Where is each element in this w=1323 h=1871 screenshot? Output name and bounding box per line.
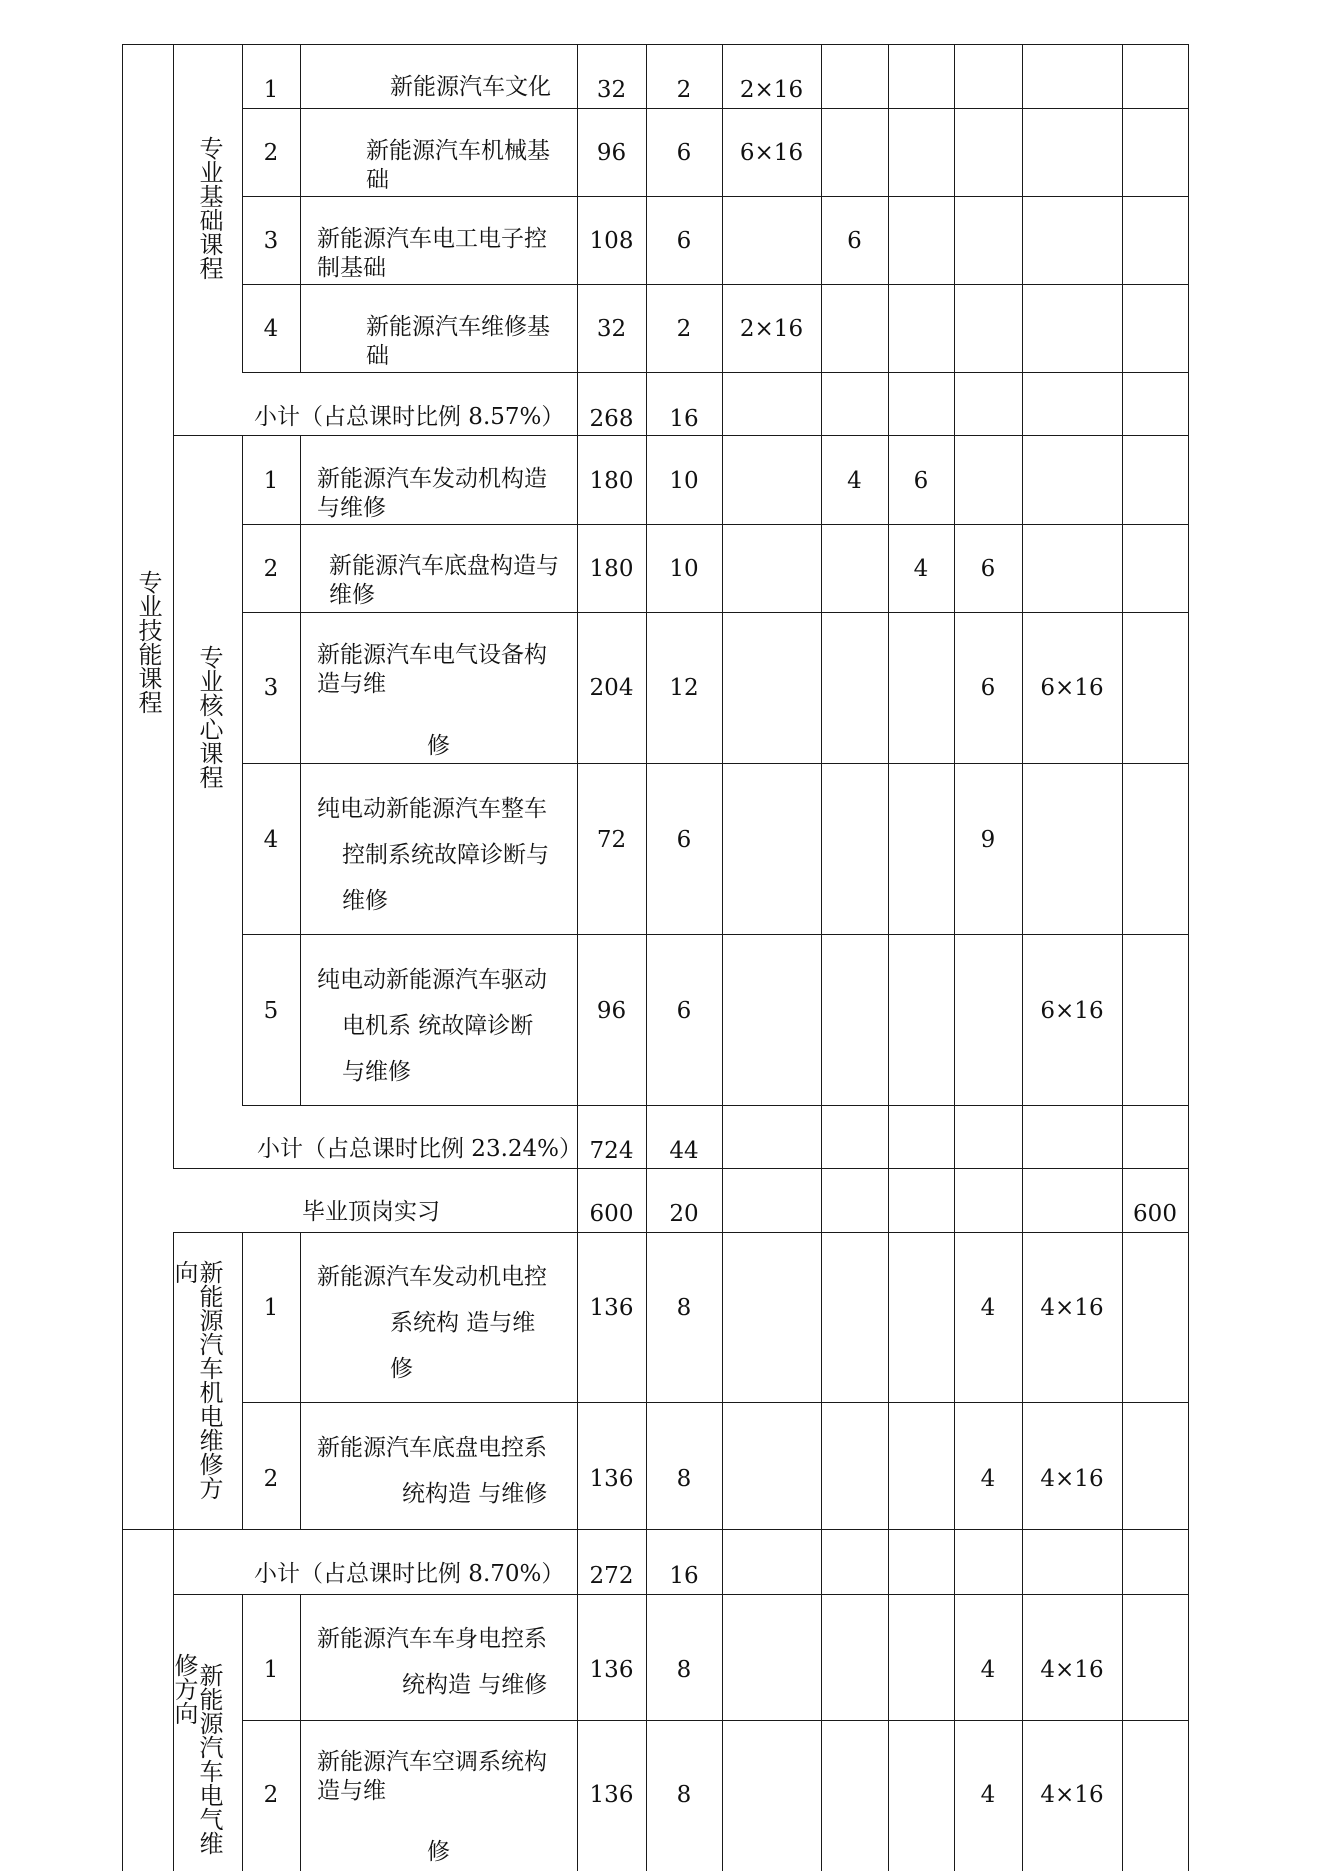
row-line [242, 1720, 1189, 1721]
course-name-cont: 造与维 [317, 1778, 386, 1804]
course-hours: 180 [589, 556, 634, 582]
row-line [242, 372, 1189, 373]
course-name-cont: 与维修 [317, 495, 386, 521]
category-mech-direction-tail: 向 [170, 1260, 198, 1284]
course-name-cont: 电机系 统故障诊断 [342, 1013, 534, 1039]
course-hours: 136 [589, 1782, 634, 1808]
subtotal-hours: 272 [589, 1563, 634, 1589]
row-line [242, 524, 1189, 525]
course-number: 2 [263, 556, 279, 582]
semester-3-hours: 6 [913, 468, 929, 494]
semester-2-hours: 4 [847, 468, 862, 494]
row-line [122, 1529, 1189, 1530]
course-number: 1 [263, 1657, 279, 1683]
row-line [242, 612, 1189, 613]
course-name: 新能源汽车电工电子控 [317, 226, 547, 252]
course-hours: 72 [596, 827, 627, 853]
course-name: 新能源汽车空调系统构 [317, 1749, 547, 1775]
semester-6-hours: 600 [1133, 1201, 1177, 1227]
course-name-cont: 维修 [329, 582, 375, 608]
semester-3-hours: 4 [913, 556, 929, 582]
semester-1-hours: 6×16 [739, 140, 804, 166]
category-foundation: 专业基础课程 [195, 136, 223, 280]
course-name: 纯电动新能源汽车驱动 [317, 967, 547, 993]
row-line [173, 1168, 1189, 1169]
course-hours: 32 [596, 316, 627, 342]
course-number: 2 [263, 1466, 279, 1492]
course-name-cont: 制基础 [317, 255, 386, 281]
course-name-cont: 础 [366, 167, 389, 193]
row-line [173, 1594, 1189, 1595]
semester-4-hours: 6 [980, 556, 996, 582]
category-core: 专业核心课程 [195, 645, 223, 789]
course-name-cont: 统构造 与维修 [402, 1481, 548, 1507]
row-line [173, 1232, 1189, 1233]
category-elec-direction: 新能源汽车电气维 [195, 1663, 223, 1855]
semester-5-hours: 4×16 [1040, 1782, 1104, 1808]
course-name: 新能源汽车车身电控系 [317, 1626, 547, 1652]
col-line [1188, 44, 1189, 1871]
course-hours: 180 [589, 468, 634, 494]
col-line [300, 1594, 301, 1871]
course-name-cont: 造与维 [317, 671, 386, 697]
course-name: 新能源汽车发动机电控 [317, 1264, 547, 1290]
course-number: 5 [263, 998, 279, 1024]
semester-5-hours: 4×16 [1040, 1295, 1104, 1321]
course-credits: 6 [676, 827, 692, 853]
course-name-cont: 修 [390, 1356, 413, 1382]
semester-2-hours: 6 [847, 228, 862, 254]
course-credits: 6 [676, 228, 692, 254]
col-line [1022, 44, 1023, 1871]
course-hours: 32 [596, 77, 627, 103]
row-line [242, 108, 1189, 109]
subtotal-label: 小计（占总课时比例 8.57%） [254, 404, 565, 430]
row-line [122, 44, 1189, 45]
internship-label: 毕业顶岗实习 [302, 1199, 440, 1225]
course-hours: 108 [589, 228, 634, 254]
course-credits: 2 [676, 316, 692, 342]
semester-4-hours: 4 [980, 1295, 996, 1321]
course-name: 纯电动新能源汽车整车 [317, 796, 547, 822]
course-number: 1 [263, 77, 279, 103]
col-line [300, 435, 301, 1105]
course-name-cont: 修 [427, 733, 450, 759]
subtotal-credits: 16 [669, 406, 699, 432]
semester-1-hours: 2×16 [739, 316, 804, 342]
course-name-cont: 与维修 [342, 1059, 411, 1085]
course-credits: 8 [676, 1782, 692, 1808]
semester-5-hours: 4×16 [1040, 1657, 1104, 1683]
col-line [300, 1232, 301, 1529]
course-name: 新能源汽车文化 [390, 74, 551, 100]
semester-4-hours: 4 [980, 1782, 996, 1808]
course-hours: 204 [589, 675, 634, 701]
semester-5-hours: 6×16 [1040, 998, 1104, 1024]
course-number: 2 [263, 140, 279, 166]
col-line [173, 1232, 174, 1871]
col-line [888, 44, 889, 1871]
row-line [173, 435, 1189, 436]
category-mech-direction: 新能源汽车机电维修方 [195, 1260, 223, 1500]
col-line [954, 44, 955, 1871]
course-name: 新能源汽车发动机构造 [317, 466, 547, 492]
course-number: 2 [263, 1782, 279, 1808]
semester-1-hours: 2×16 [739, 77, 804, 103]
course-name-cont: 控制系统故障诊断与 [342, 842, 549, 868]
subtotal-credits: 16 [669, 1563, 699, 1589]
course-name-cont: 维修 [342, 888, 388, 914]
course-name: 新能源汽车底盘电控系 [317, 1435, 547, 1461]
course-credits: 10 [669, 468, 699, 494]
internship-credits: 20 [669, 1201, 699, 1227]
col-line [122, 44, 123, 1871]
course-credits: 6 [676, 140, 692, 166]
course-number: 4 [263, 827, 279, 853]
category-major: 专业技能课程 [134, 570, 162, 714]
subtotal-label: 小计（占总课时比例 23.24%） [257, 1136, 583, 1162]
semester-5-hours: 6×16 [1040, 675, 1104, 701]
course-hours: 136 [589, 1466, 634, 1492]
course-name: 新能源汽车维修基 [366, 314, 550, 340]
subtotal-credits: 44 [669, 1138, 699, 1164]
col-line [242, 1594, 243, 1871]
course-name-cont: 系统构 造与维 [390, 1310, 536, 1336]
course-number: 3 [263, 675, 279, 701]
row-line [242, 284, 1189, 285]
course-credits: 10 [669, 556, 699, 582]
col-line [1122, 44, 1123, 1871]
course-credits: 8 [676, 1295, 692, 1321]
internship-hours: 600 [589, 1201, 634, 1227]
row-line [242, 196, 1189, 197]
course-credits: 12 [669, 675, 699, 701]
course-number: 1 [263, 468, 279, 494]
course-name: 新能源汽车电气设备构 [317, 642, 547, 668]
subtotal-label: 小计（占总课时比例 8.70%） [254, 1561, 565, 1587]
course-credits: 2 [676, 77, 692, 103]
subtotal-hours: 724 [589, 1138, 634, 1164]
course-name: 新能源汽车底盘构造与 [329, 553, 559, 579]
row-line [242, 934, 1189, 935]
course-name-cont: 统构造 与维修 [402, 1672, 548, 1698]
row-line [242, 1105, 1189, 1106]
course-name-cont: 修 [427, 1839, 450, 1865]
semester-4-hours: 4 [980, 1466, 996, 1492]
course-name-cont: 础 [366, 343, 389, 369]
course-hours: 136 [589, 1657, 634, 1683]
row-line [242, 763, 1189, 764]
course-hours: 96 [596, 140, 627, 166]
semester-4-hours: 6 [980, 675, 996, 701]
semester-4-hours: 4 [980, 1657, 996, 1683]
course-number: 3 [263, 228, 279, 254]
course-hours: 136 [589, 1295, 634, 1321]
course-credits: 6 [676, 998, 692, 1024]
semester-5-hours: 4×16 [1040, 1466, 1104, 1492]
course-credits: 8 [676, 1657, 692, 1683]
course-hours: 96 [596, 998, 627, 1024]
course-name: 新能源汽车机械基 [366, 138, 550, 164]
category-elec-direction-tail: 修方向 [170, 1653, 198, 1725]
course-credits: 8 [676, 1466, 692, 1492]
semester-4-hours: 9 [980, 827, 996, 853]
col-line [300, 44, 301, 372]
course-number: 4 [263, 316, 279, 342]
subtotal-hours: 268 [589, 406, 634, 432]
course-number: 1 [263, 1295, 279, 1321]
col-line [821, 44, 822, 1871]
col-line [173, 44, 174, 1168]
row-line [242, 1402, 1189, 1403]
